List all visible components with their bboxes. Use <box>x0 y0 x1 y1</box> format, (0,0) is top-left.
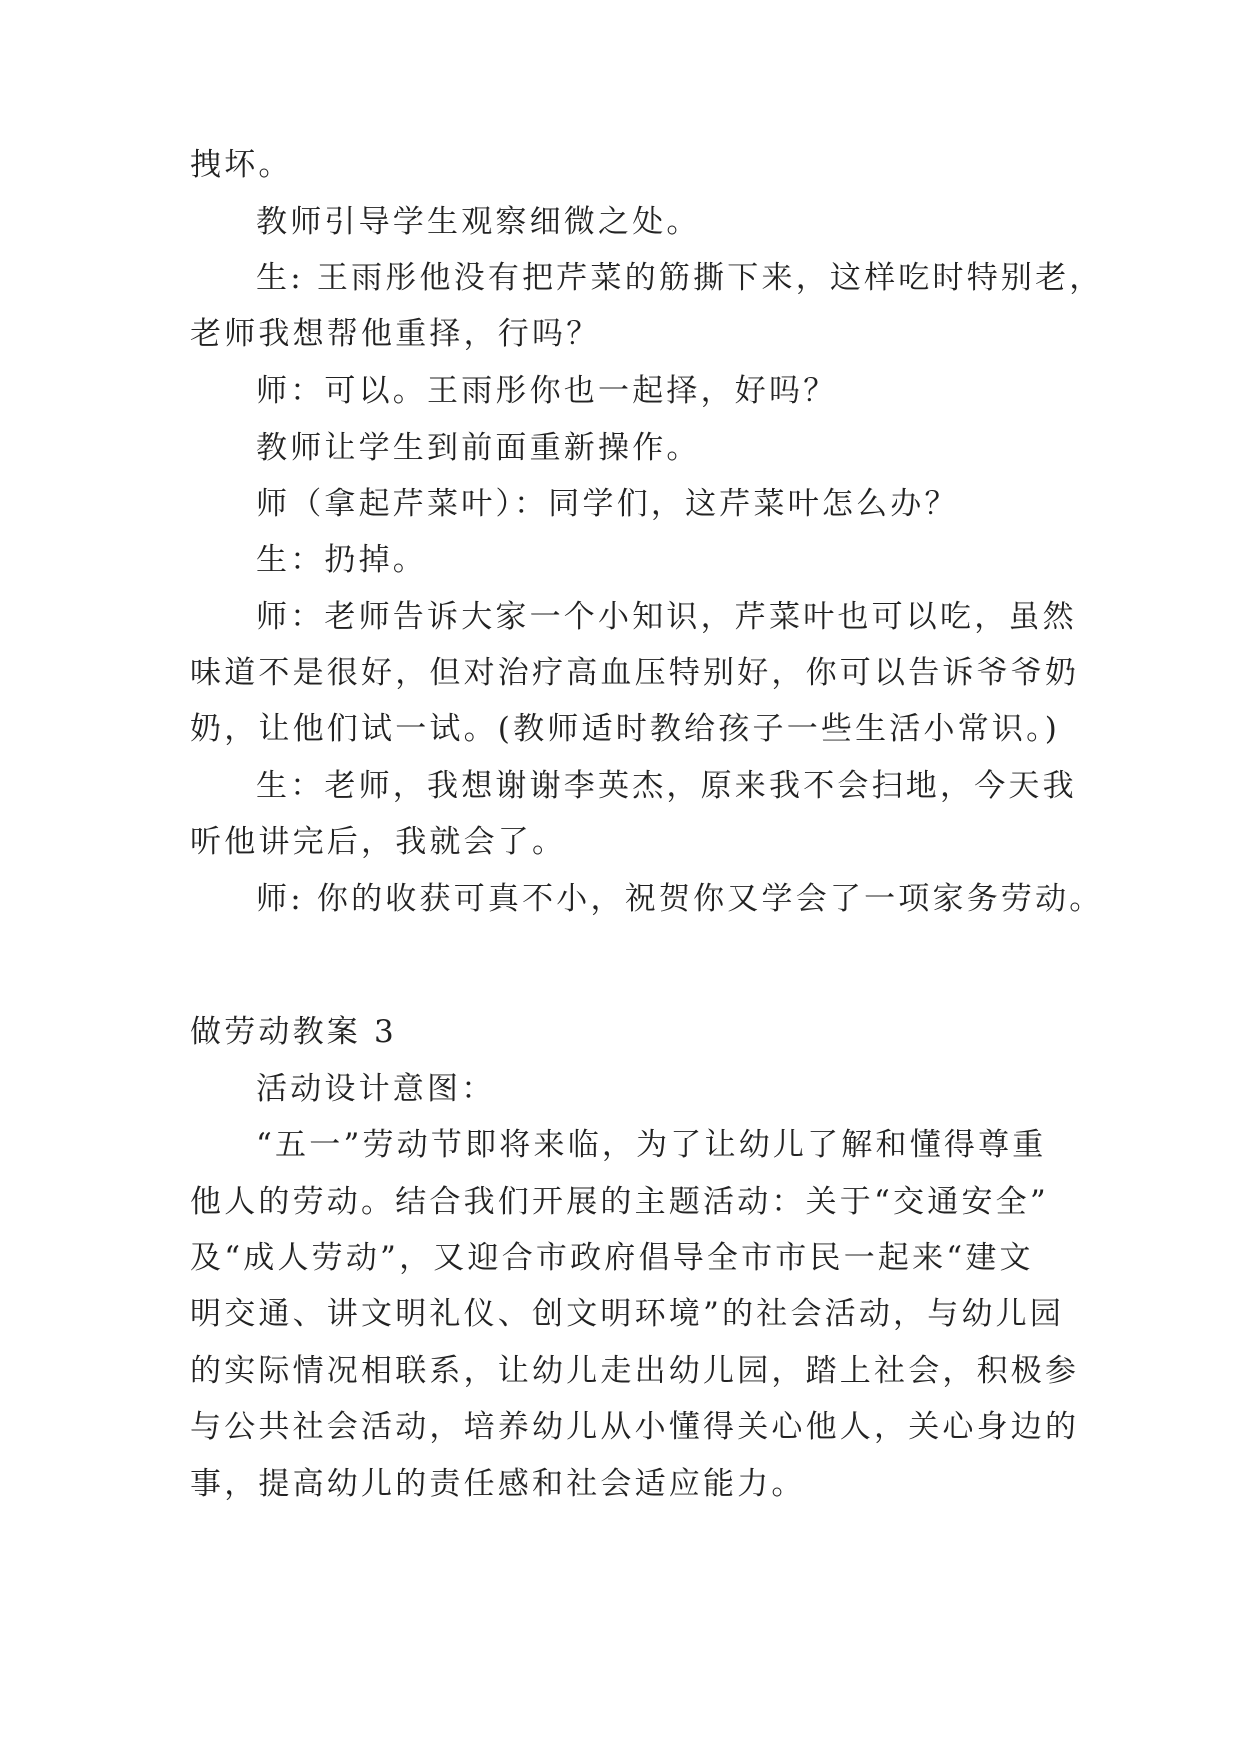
text-line: “五一”劳动节即将来临，为了让幼儿了解和懂得尊重 <box>256 1127 1047 1163</box>
text-line: 拽坏。 <box>190 147 293 183</box>
text-line: 师: 你的收获可真不小，祝贺你又学会了一项家务劳动。 <box>256 881 1104 917</box>
text-line: 师（拿起芹菜叶）：同学们，这芹菜叶怎么办？ <box>256 486 959 522</box>
text-line: 老师我想帮他重择，行吗？ <box>190 316 601 352</box>
text-line: 与公共社会活动，培养幼儿从小懂得关心他人，关心身边的 <box>190 1409 1080 1445</box>
text-line: 事，提高幼儿的责任感和社会适应能力。 <box>190 1466 806 1502</box>
text-line: 奶，让他们试一试。(教师适时教给孩子一些生活小常识。) <box>190 711 1061 747</box>
text-line: 教师引导学生观察细微之处。 <box>256 204 701 240</box>
text-line: 活动设计意图： <box>256 1071 496 1107</box>
text-line: 生：扔掉。 <box>256 542 427 578</box>
text-line: 的实际情况相联系，让幼儿走出幼儿园，踏上社会，积极参 <box>190 1353 1080 1389</box>
text-line: 教师让学生到前面重新操作。 <box>256 430 701 466</box>
text-line: 及“成人劳动”，又迎合市政府倡导全市市民一起来“建文 <box>190 1240 1034 1276</box>
section-title: 做劳动教案 3 <box>190 1014 397 1050</box>
text-line: 味道不是很好，但对治疗高血压特别好，你可以告诉爷爷奶 <box>190 655 1080 691</box>
text-line: 他人的劳动。结合我们开展的主题活动：关于“交通安全” <box>190 1184 1049 1220</box>
text-line: 师：老师告诉大家一个小知识，芹菜叶也可以吃，虽然 <box>256 599 1077 635</box>
text-line: 生：老师，我想谢谢李英杰，原来我不会扫地，今天我 <box>256 768 1077 804</box>
text-line: 听他讲完后，我就会了。 <box>190 824 567 860</box>
text-line: 明交通、讲文明礼仪、创文明环境”的社会活动，与幼儿园 <box>190 1296 1065 1332</box>
text-line: 师：可以。王雨彤你也一起择，好吗？ <box>256 373 838 409</box>
text-line: 生: 王雨彤他没有把芹菜的筋撕下来，这样吃时特别老， <box>256 260 1104 296</box>
